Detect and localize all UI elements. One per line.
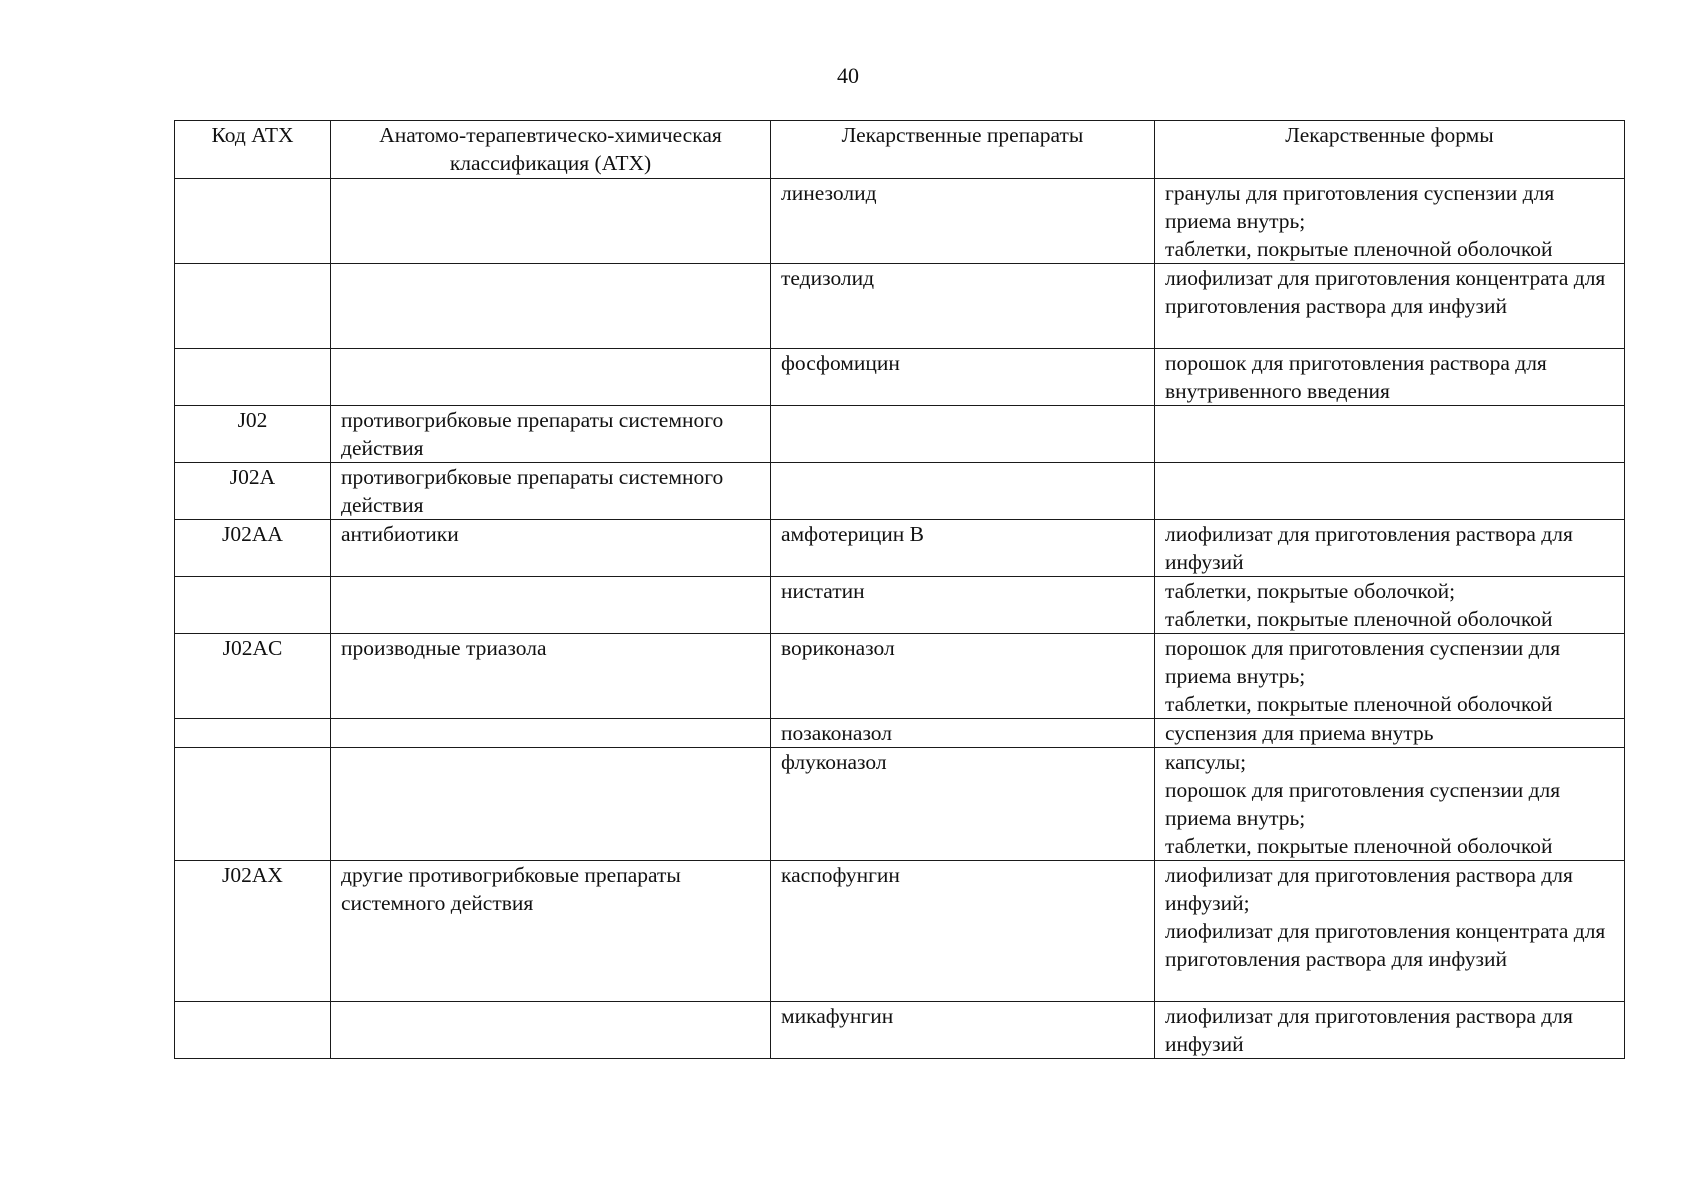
table-row (175, 463, 1625, 520)
header-forms: Лекарственные формы (1155, 121, 1625, 179)
classification-cell (331, 748, 771, 861)
atx-code-cell: J02A (175, 463, 331, 520)
drug-cell: линезолид (771, 179, 1155, 264)
page-number: 40 (837, 63, 859, 88)
forms-cell (1155, 406, 1625, 463)
forms-cell: гранулы для приготовления суспензии для приема внутрь; таблетки, покрытые пленочной оболочкой (1155, 179, 1625, 264)
atx-code-cell: J02AX (175, 861, 331, 1002)
classification-cell (331, 577, 771, 634)
forms-cell: суспензия для приема внутрь (1155, 719, 1625, 748)
table-row (175, 719, 1625, 748)
table-row (175, 264, 1625, 349)
header-drugs: Лекарственные препараты (771, 121, 1155, 179)
classification-cell (331, 264, 771, 349)
drug-cell (771, 463, 1155, 520)
table-row (175, 861, 1625, 1002)
forms-cell: капсулы; порошок для приготовления суспензии для приема внутрь; таблетки, покрытые пленочной оболочкой (1155, 748, 1625, 861)
header-classification: Анатомо-терапевтическо-химическая классификация (АТХ) (331, 121, 771, 179)
forms-cell: порошок для приготовления суспензии для приема внутрь; таблетки, покрытые пленочной оболочкой (1155, 634, 1625, 719)
drug-cell: вориконазол (771, 634, 1155, 719)
forms-cell: лиофилизат для приготовления раствора для инфузий; лиофилизат для приготовления концентрата для приготовления раствора для инфузий (1155, 861, 1625, 1002)
atx-code-cell (175, 179, 331, 264)
atx-code-cell (175, 264, 331, 349)
table-row (175, 179, 1625, 264)
drug-cell: позаконазол (771, 719, 1155, 748)
drug-cell: каспофунгин (771, 861, 1155, 1002)
drug-cell: флуконазол (771, 748, 1155, 861)
classification-cell: противогрибковые препараты системного действия (331, 406, 771, 463)
classification-cell: другие противогрибковые препараты системного действия (331, 861, 771, 1002)
classification-cell: производные триазола (331, 634, 771, 719)
atx-code-cell: J02AA (175, 520, 331, 577)
classification-cell: антибиотики (331, 520, 771, 577)
atx-code-cell (175, 719, 331, 748)
atx-code-cell (175, 748, 331, 861)
atx-code-cell (175, 1002, 331, 1059)
drug-cell (771, 406, 1155, 463)
table-header-row (175, 121, 1625, 179)
classification-cell (331, 349, 771, 406)
classification-cell (331, 1002, 771, 1059)
drug-cell: фосфомицин (771, 349, 1155, 406)
forms-cell: лиофилизат для приготовления раствора для инфузий (1155, 520, 1625, 577)
classification-cell (331, 179, 771, 264)
table-row (175, 577, 1625, 634)
atx-code-cell (175, 349, 331, 406)
drug-cell: тедизолид (771, 264, 1155, 349)
table-row (175, 1002, 1625, 1059)
drug-cell: микафунгин (771, 1002, 1155, 1059)
drug-cell: нистатин (771, 577, 1155, 634)
atx-code-cell: J02AC (175, 634, 331, 719)
forms-cell: лиофилизат для приготовления раствора для инфузий (1155, 1002, 1625, 1059)
table-row (175, 520, 1625, 577)
table-row (175, 406, 1625, 463)
header-code: Код АТХ (175, 121, 331, 179)
table-row (175, 634, 1625, 719)
atx-code-cell: J02 (175, 406, 331, 463)
classification-cell: противогрибковые препараты системного действия (331, 463, 771, 520)
forms-cell (1155, 463, 1625, 520)
drug-cell: амфотерицин B (771, 520, 1155, 577)
table-row (175, 748, 1625, 861)
forms-cell: порошок для приготовления раствора для внутривенного введения (1155, 349, 1625, 406)
table-row (175, 349, 1625, 406)
classification-cell (331, 719, 771, 748)
forms-cell: лиофилизат для приготовления концентрата для приготовления раствора для инфузий (1155, 264, 1625, 349)
forms-cell: таблетки, покрытые оболочкой; таблетки, покрытые пленочной оболочкой (1155, 577, 1625, 634)
atx-table (174, 120, 1625, 1059)
atx-code-cell (175, 577, 331, 634)
